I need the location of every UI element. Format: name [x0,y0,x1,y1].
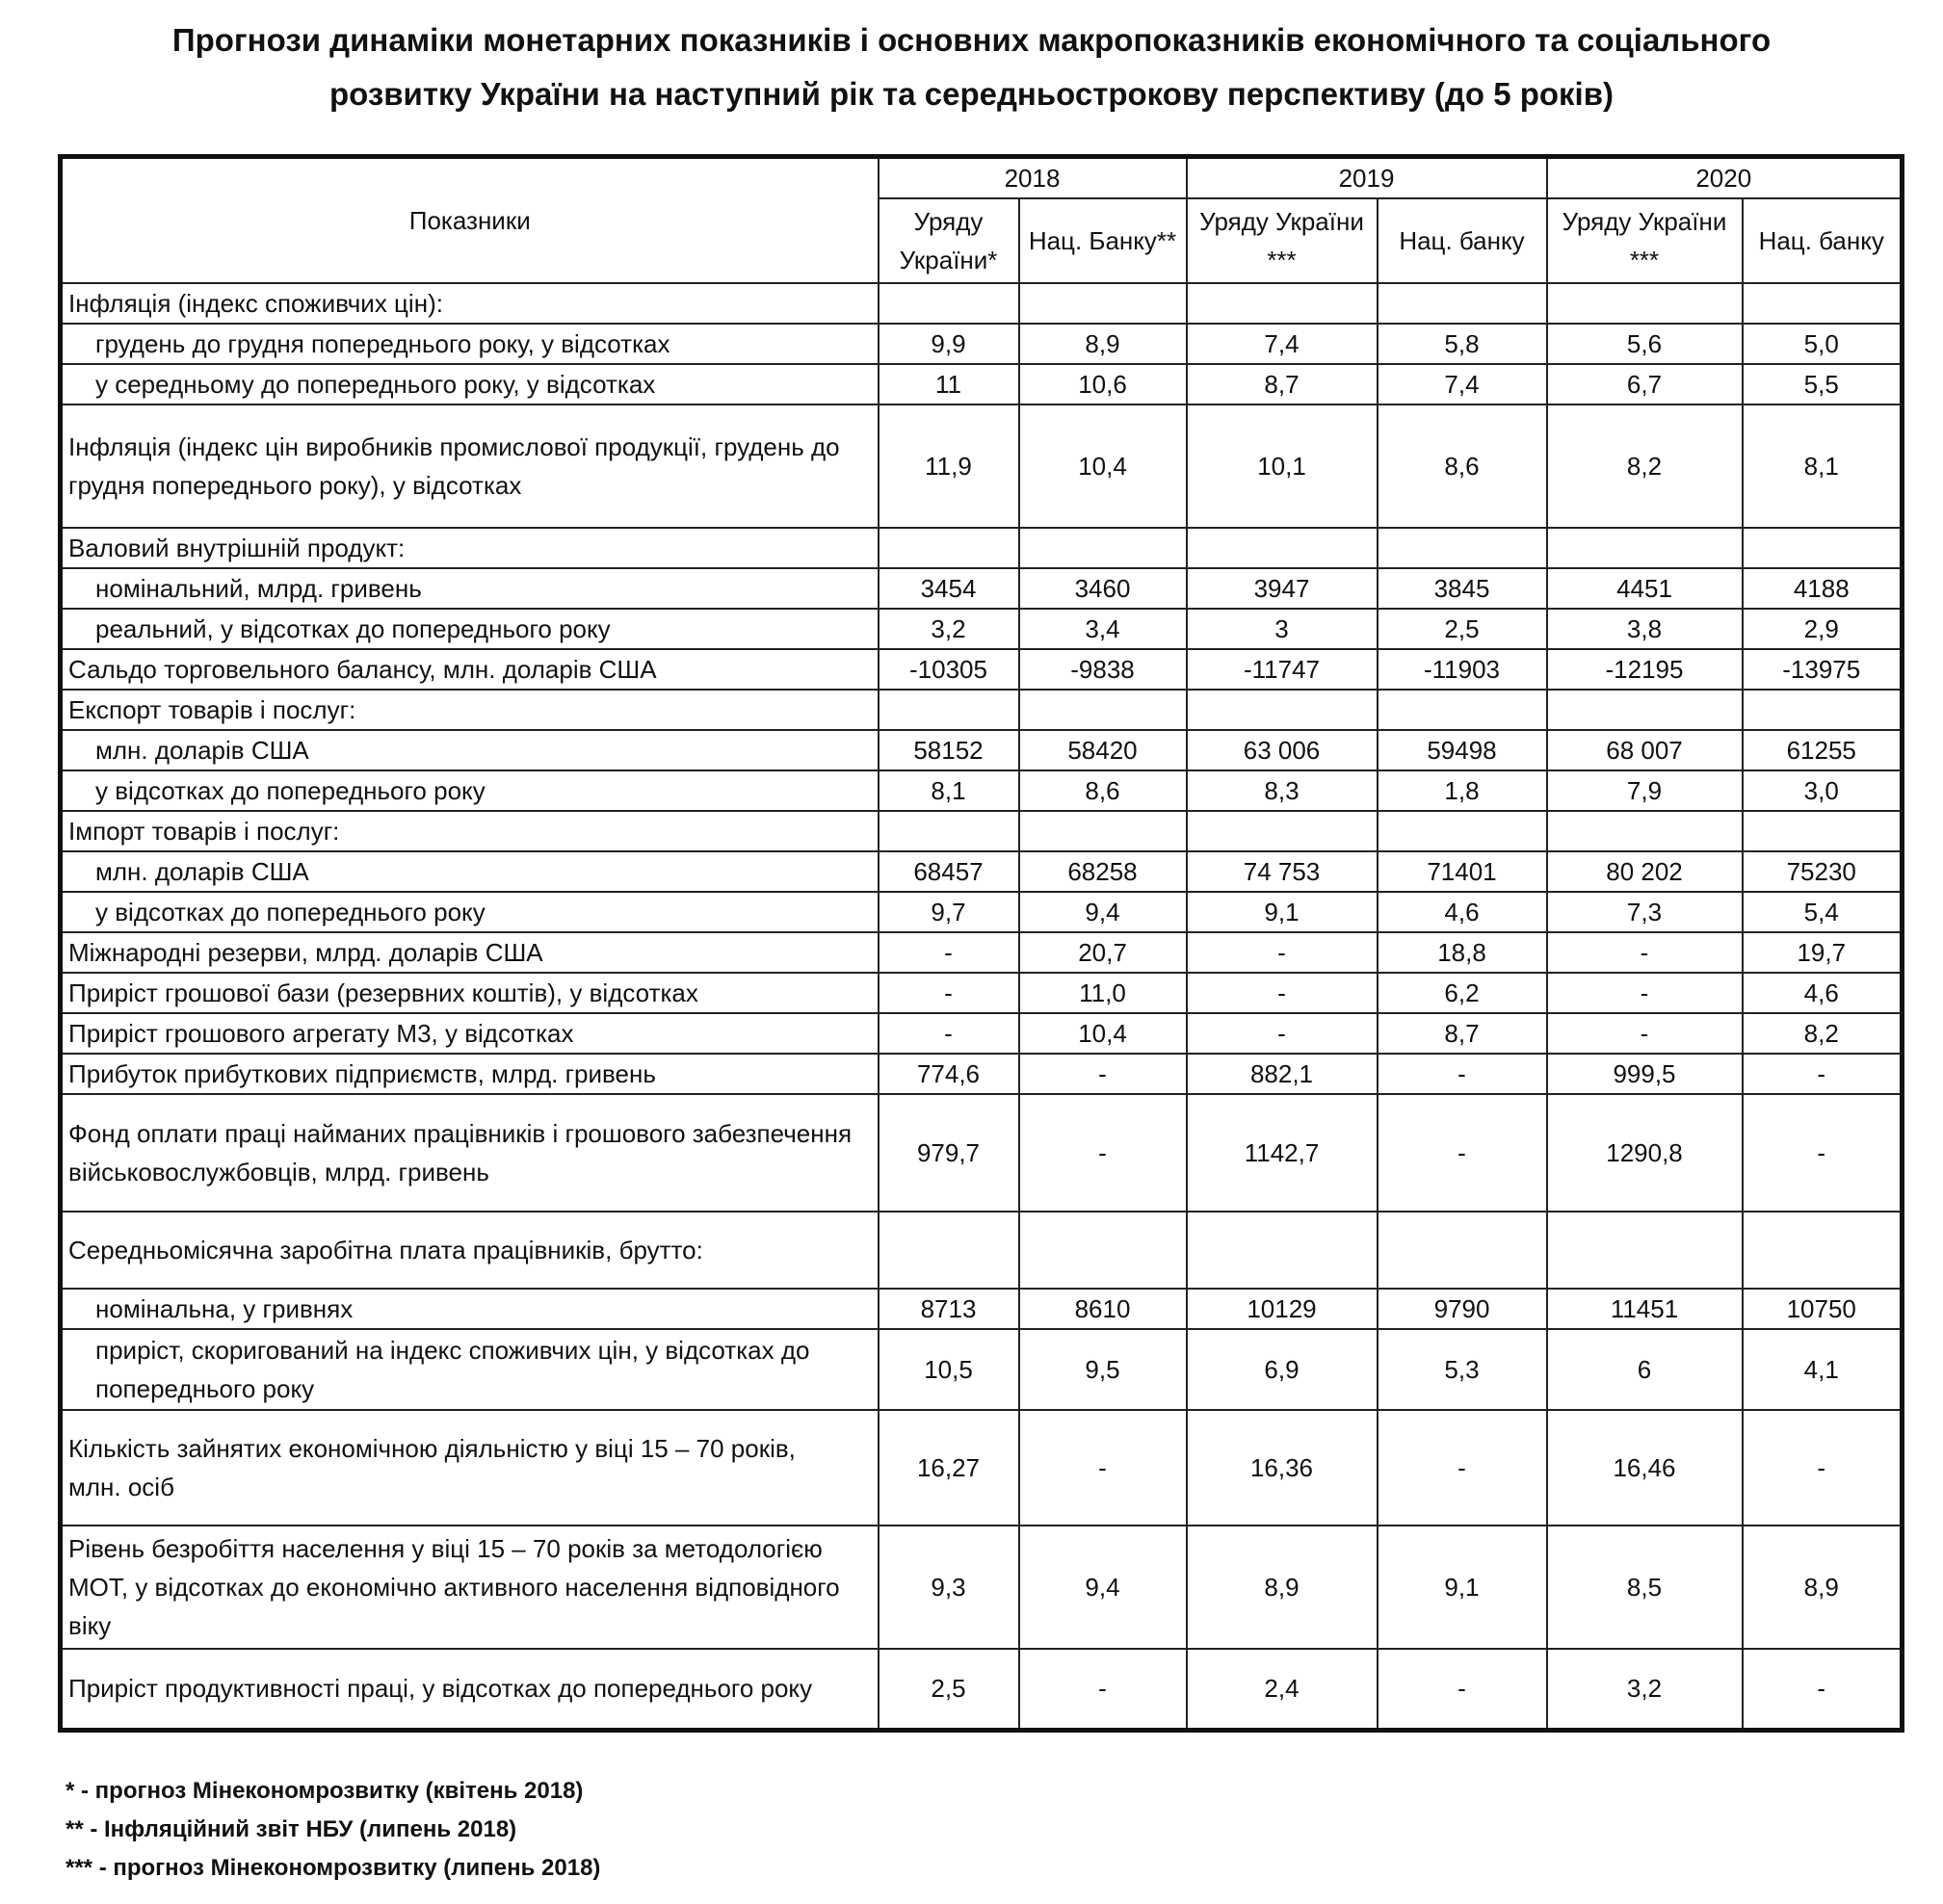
value-cell [1743,283,1903,324]
row-label-text: Рівень безробіття населення у віці 15 – 70 років за методологією МОТ, у відсотках до економічно активного населення відповідного віку [68,1534,840,1640]
value-cell: 16,36 [1187,1410,1378,1526]
value-cell: 3454 [879,568,1019,609]
subheader-cell: Уряду України* [879,198,1019,283]
table-row [61,730,1903,770]
value-cell: 8,5 [1547,1526,1743,1649]
title-line-1: Прогнози динаміки монетарних показників і основних макропоказників економічного та соціального [171,22,1772,58]
value-cell: 9790 [1378,1289,1547,1329]
value-cell: 4,1 [1743,1329,1903,1410]
row-label [61,404,879,528]
value-cell: - [1743,1649,1903,1730]
value-cell: -13975 [1743,649,1903,690]
value-cell: 58420 [1019,730,1187,770]
value-cell: 3,4 [1019,609,1187,649]
value-cell: -12195 [1547,649,1743,690]
value-cell: - [1378,1410,1547,1526]
footnote: ** - Інфляційний звіт НБУ (липень 2018) [66,1816,517,1842]
row-label [61,730,879,770]
value-cell: 8,6 [1378,404,1547,528]
value-cell: 774,6 [879,1054,1019,1094]
row-label-text: номінальна, у гривнях [95,1294,354,1323]
value-cell: 3947 [1187,568,1378,609]
value-cell: - [1743,1054,1903,1094]
value-cell: 11 [879,364,1019,404]
table-row [61,932,1903,973]
subheader-cell: Нац. банку [1743,198,1903,283]
value-cell: 9,9 [879,324,1019,364]
value-cell: 1142,7 [1187,1094,1378,1212]
row-label-text: млн. доларів США [95,857,309,886]
value-cell: 8713 [879,1289,1019,1329]
row-label-text: Міжнародні резерви, млрд. доларів США [68,938,543,967]
value-cell: - [1547,932,1743,973]
row-label-text: Експорт товарів і послуг: [68,695,356,724]
row-label [61,568,879,609]
value-cell: 18,8 [1378,932,1547,973]
value-cell: 3,0 [1743,770,1903,811]
row-label-text: Кількість зайнятих економічною діяльністю у віці 15 – 70 років, [68,1434,796,1463]
row-label [61,1329,879,1410]
table-row [61,770,1903,811]
value-cell: 8,3 [1187,770,1378,811]
value-cell: 2,9 [1743,609,1903,649]
value-cell: 61255 [1743,730,1903,770]
value-cell [879,528,1019,568]
row-label-text: Приріст продуктивності праці, у відсотках до попереднього року [68,1674,813,1704]
table-row [61,1054,1903,1094]
table-row [61,811,1903,851]
value-cell [1378,690,1547,730]
value-cell: -10305 [879,649,1019,690]
row-label-text: Фонд оплати праці найманих працівників і грошового забезпечення військовослужбовців, млрд. гривень [68,1119,853,1187]
value-cell: 4,6 [1743,973,1903,1013]
value-cell: 3460 [1019,568,1187,609]
value-cell: 68 007 [1547,730,1743,770]
value-cell: 19,7 [1743,932,1903,973]
value-cell [1019,690,1187,730]
value-cell [1378,283,1547,324]
row-label-text: реальний, у відсотках до попереднього року [95,614,611,643]
value-cell: 8,6 [1019,770,1187,811]
value-cell [879,811,1019,851]
value-cell: - [1378,1054,1547,1094]
row-label [61,1410,879,1526]
value-cell: 5,6 [1547,324,1743,364]
row-label [61,811,879,851]
table-row [61,283,1903,324]
value-cell: 3,8 [1547,609,1743,649]
row-label [61,649,879,690]
value-cell [1547,283,1743,324]
value-cell: 16,27 [879,1410,1019,1526]
value-cell: 6,7 [1547,364,1743,404]
subheader-cell: Уряду України *** [1547,198,1743,283]
table-row [61,324,1903,364]
table-row [61,1410,1903,1526]
value-cell: 11451 [1547,1289,1743,1329]
value-cell: 2,4 [1187,1649,1378,1730]
value-cell: 7,4 [1378,364,1547,404]
table-row [61,609,1903,649]
row-label [61,932,879,973]
value-cell [1547,1212,1743,1289]
table-row [61,1094,1903,1212]
row-label [61,1289,879,1329]
value-cell: -9838 [1019,649,1187,690]
value-cell: 882,1 [1187,1054,1378,1094]
row-label-text: у середньому до попереднього року, у відсотках [95,370,656,399]
table-row [61,649,1903,690]
value-cell [1187,811,1378,851]
value-cell: 5,0 [1743,324,1903,364]
row-label-text: Середньомісячна заробітна плата працівників, брутто: [68,1236,703,1265]
row-label [61,973,879,1013]
value-cell: 63 006 [1187,730,1378,770]
value-cell: 1290,8 [1547,1094,1743,1212]
value-cell: 4,6 [1378,892,1547,932]
value-cell: 59498 [1378,730,1547,770]
value-cell [879,690,1019,730]
value-cell: 9,3 [879,1526,1019,1649]
value-cell: 8,9 [1019,324,1187,364]
value-cell: 10750 [1743,1289,1903,1329]
value-cell: 5,8 [1378,324,1547,364]
table-row [61,1329,1903,1410]
value-cell: 5,3 [1378,1329,1547,1410]
row-label-text: у відсотках до попереднього року [95,898,486,926]
footnote: *** - прогноз Мінекономрозвитку (липень 2018) [66,1855,601,1881]
value-cell: - [1743,1094,1903,1212]
value-cell: 68457 [879,851,1019,892]
value-cell [1547,690,1743,730]
subheader-cell: Нац. банку [1378,198,1547,283]
value-cell: - [1743,1410,1903,1526]
value-cell: 9,1 [1378,1526,1547,1649]
value-cell: 3 [1187,609,1378,649]
row-label-text: Прибуток прибуткових підприємств, млрд. гривень [68,1059,656,1088]
value-cell: 8,7 [1187,364,1378,404]
value-cell: 68258 [1019,851,1187,892]
row-label [61,324,879,364]
value-cell: 71401 [1378,851,1547,892]
year-header: 2019 [1187,157,1547,199]
value-cell [879,1212,1019,1289]
value-cell [1743,811,1903,851]
value-cell: - [1019,1094,1187,1212]
value-cell [1378,811,1547,851]
row-label [61,364,879,404]
value-cell: - [1019,1054,1187,1094]
row-label-text: номінальний, млрд. гривень [95,574,422,603]
value-cell: - [1187,932,1378,973]
value-cell: - [879,1013,1019,1054]
indicator-header: Показники [61,157,879,284]
value-cell [1378,1212,1547,1289]
value-cell: 11,9 [879,404,1019,528]
row-label-text: Інфляція (індекс цін виробників промислової продукції, грудень до грудня попереднього року), у відсотках [68,432,840,500]
table-row [61,1013,1903,1054]
value-cell: 10,6 [1019,364,1187,404]
value-cell: 10,4 [1019,1013,1187,1054]
row-label [61,1649,879,1730]
value-cell: 7,3 [1547,892,1743,932]
table-row [61,364,1903,404]
value-cell [1187,1212,1378,1289]
value-cell: 8,2 [1743,1013,1903,1054]
row-label-text: Приріст грошової бази (резервних коштів), у відсотках [68,978,698,1007]
value-cell: 74 753 [1187,851,1378,892]
forecast-table [58,154,1904,1733]
table-row [61,690,1903,730]
value-cell [1019,283,1187,324]
value-cell: - [1019,1410,1187,1526]
year-header: 2020 [1547,157,1903,199]
value-cell: 8,1 [1743,404,1903,528]
row-label [61,1013,879,1054]
row-label [61,770,879,811]
row-label-text: у відсотках до попереднього року [95,776,486,805]
row-label-text: млн. доларів США [95,736,309,765]
value-cell [1378,528,1547,568]
value-cell: 75230 [1743,851,1903,892]
value-cell: 10,5 [879,1329,1019,1410]
row-label-text: Інфляція (індекс споживчих цін): [68,289,443,318]
value-cell [1547,528,1743,568]
value-cell [1187,283,1378,324]
row-label-text: Валовий внутрішній продукт: [68,534,406,562]
footnotes [66,1772,600,1888]
value-cell [1547,811,1743,851]
value-cell: 6,2 [1378,973,1547,1013]
value-cell: 2,5 [1378,609,1547,649]
value-cell: 7,4 [1187,324,1378,364]
table-row [61,528,1903,568]
subheader-cell: Уряду України *** [1187,198,1378,283]
value-cell: -11747 [1187,649,1378,690]
value-cell: 3,2 [879,609,1019,649]
value-cell [1019,1212,1187,1289]
row-label [61,283,879,324]
value-cell: - [1378,1094,1547,1212]
row-label [61,528,879,568]
value-cell [1743,690,1903,730]
value-cell [879,283,1019,324]
row-label-text: приріст, скоригований на індекс споживчих цін, у відсотках до попереднього року [95,1336,810,1403]
row-label [61,690,879,730]
value-cell: - [1547,1013,1743,1054]
value-cell: 4451 [1547,568,1743,609]
row-label [61,1054,879,1094]
footnote: * - прогноз Мінекономрозвитку (квітень 2018) [66,1778,584,1804]
row-label-text: Сальдо торговельного балансу, млн. доларів США [68,655,657,684]
value-cell: 9,1 [1187,892,1378,932]
value-cell: 58152 [879,730,1019,770]
value-cell [1187,528,1378,568]
value-cell: 20,7 [1019,932,1187,973]
value-cell: 11,0 [1019,973,1187,1013]
document-title [0,13,1943,121]
table-row [61,892,1903,932]
value-cell [1743,528,1903,568]
value-cell: 4188 [1743,568,1903,609]
value-cell: 3845 [1378,568,1547,609]
value-cell: 10129 [1187,1289,1378,1329]
value-cell [1019,528,1187,568]
subheader-cell: Нац. Банку** [1019,198,1187,283]
table-row [61,973,1903,1013]
value-cell: 1,8 [1378,770,1547,811]
value-cell: 9,4 [1019,1526,1187,1649]
value-cell: 5,4 [1743,892,1903,932]
value-cell: 8,9 [1187,1526,1378,1649]
value-cell [1187,690,1378,730]
value-cell: 8,7 [1378,1013,1547,1054]
value-cell: 10,4 [1019,404,1187,528]
value-cell: - [1187,973,1378,1013]
row-label [61,892,879,932]
value-cell: - [1019,1649,1187,1730]
value-cell: 5,5 [1743,364,1903,404]
table-row [61,1649,1903,1730]
value-cell: 8610 [1019,1289,1187,1329]
value-cell: 6,9 [1187,1329,1378,1410]
row-label [61,609,879,649]
row-label [61,851,879,892]
value-cell: 8,9 [1743,1526,1903,1649]
value-cell: - [879,973,1019,1013]
value-cell: 16,46 [1547,1410,1743,1526]
row-label [61,1212,879,1289]
value-cell: - [879,932,1019,973]
value-cell: 9,5 [1019,1329,1187,1410]
value-cell: 8,1 [879,770,1019,811]
table-row [61,851,1903,892]
table-row [61,1526,1903,1649]
value-cell: 3,2 [1547,1649,1743,1730]
value-cell: 2,5 [879,1649,1019,1730]
row-label-text: грудень до грудня попереднього року, у відсотках [95,329,670,358]
value-cell: 10,1 [1187,404,1378,528]
value-cell: 999,5 [1547,1054,1743,1094]
value-cell [1743,1212,1903,1289]
value-cell: - [1378,1649,1547,1730]
value-cell: - [1547,973,1743,1013]
row-label [61,1526,879,1649]
value-cell: 8,2 [1547,404,1743,528]
table-row [61,1289,1903,1329]
value-cell: - [1187,1013,1378,1054]
value-cell: -11903 [1378,649,1547,690]
title-line-2: розвитку України на наступний рік та середньострокову перспективу (до 5 років) [328,76,1614,112]
value-cell: 979,7 [879,1094,1019,1212]
table-row [61,404,1903,528]
row-label-text: Приріст грошового агрегату М3, у відсотках [68,1019,574,1048]
row-label-unit: млн. осіб [68,1473,174,1501]
row-label [61,1094,879,1212]
table-row [61,568,1903,609]
value-cell [1019,811,1187,851]
value-cell: 7,9 [1547,770,1743,811]
value-cell: 6 [1547,1329,1743,1410]
value-cell: 80 202 [1547,851,1743,892]
value-cell: 9,7 [879,892,1019,932]
year-header: 2018 [879,157,1187,199]
row-label-text: Імпорт товарів і послуг: [68,817,340,846]
value-cell: 9,4 [1019,892,1187,932]
table-row [61,1212,1903,1289]
table-body [61,283,1903,1730]
